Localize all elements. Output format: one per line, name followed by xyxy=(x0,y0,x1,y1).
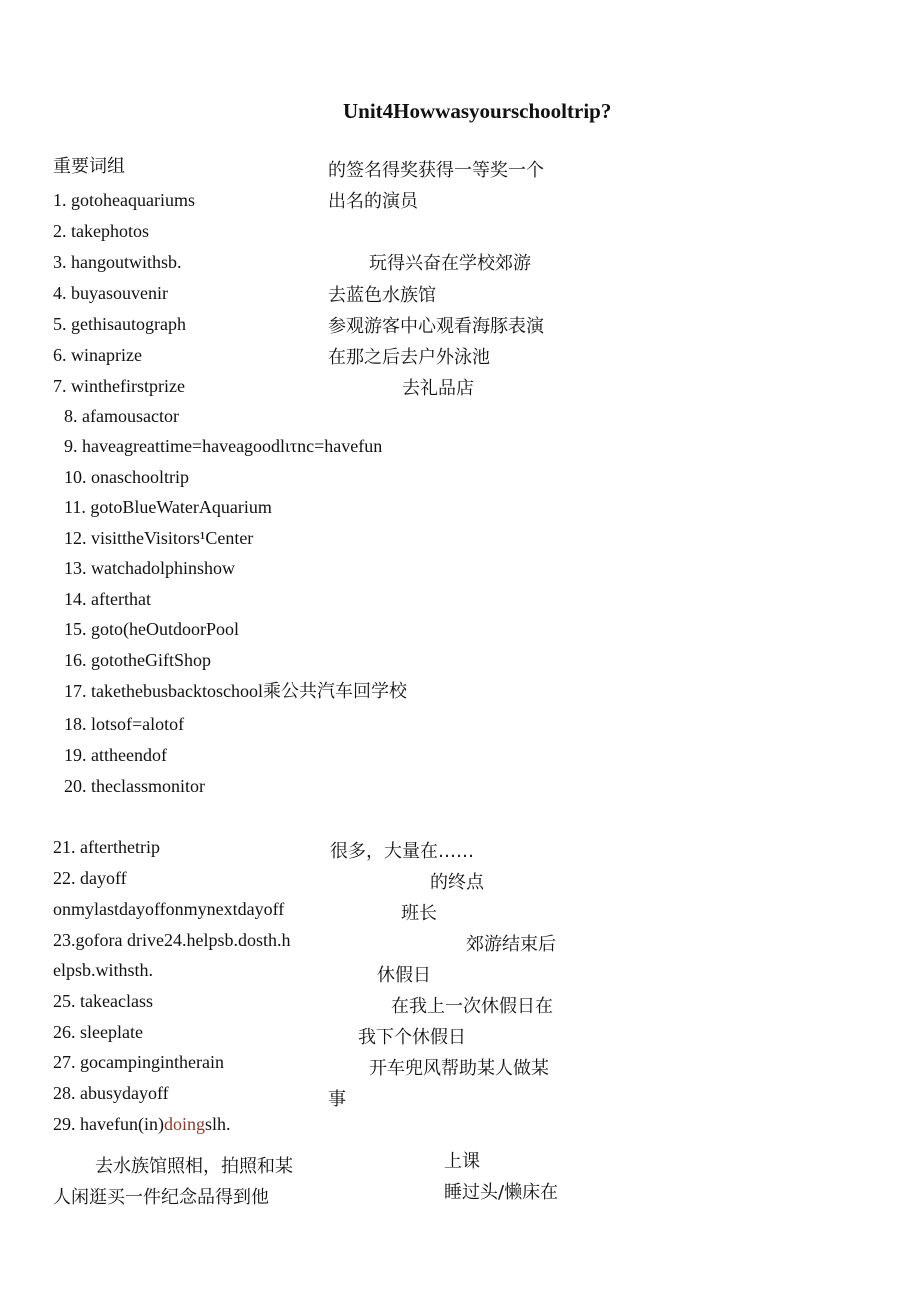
phrase-item: 3. hangoutwithsb. xyxy=(53,252,182,272)
phrase-item: 12. visittheVisitors¹Center xyxy=(64,528,254,548)
bottom-left-line: 去水族馆照相，拍照和某 xyxy=(95,1156,293,1177)
phrase-item: 23.gofora drive24.helpsb.dosth.h xyxy=(53,930,291,950)
phrase-item: 16. gototheGiftShop xyxy=(64,650,211,670)
phrase-item: 8. afamousactor xyxy=(64,406,179,426)
meaning-note: 我下个休假日 xyxy=(358,1027,466,1048)
section-heading: 重要词组 xyxy=(53,156,125,177)
phrase-item: 25. takeaclass xyxy=(53,991,153,1011)
phrase-item: 26. sleeplate xyxy=(53,1022,143,1042)
phrase-29-suffix: slh. xyxy=(204,1114,231,1134)
phrase-item: 6. winaprize xyxy=(53,345,142,365)
phrase-item: 7. winthefirstprize xyxy=(53,376,185,396)
meaning-note: 在那之后去户外泳池 xyxy=(328,347,490,368)
phrase-item: 15. goto(heOutdoorPool xyxy=(64,619,239,639)
bottom-right-line: 睡过头/懒床在 xyxy=(444,1182,559,1203)
phrase-item: 1. gotoheaquariums xyxy=(53,190,195,210)
phrase-item: 19. attheendof xyxy=(64,745,167,765)
phrase-item: 11. gotoBlueWaterAquarium xyxy=(64,497,272,517)
meaning-note: 休假日 xyxy=(377,965,431,986)
meaning-note: 开车兜风帮助某人做某 xyxy=(369,1058,549,1079)
phrase-item: 22. dayoff xyxy=(53,868,127,888)
meaning-note: 的终点 xyxy=(430,872,484,893)
meaning-note: 去礼品店 xyxy=(402,378,474,399)
phrase-item: 14. afterthat xyxy=(64,589,151,609)
meaning-note: 班长 xyxy=(401,903,437,924)
phrase-item: 10. onaschooltrip xyxy=(64,467,189,487)
phrase-item: 4. buyasouvenir xyxy=(53,283,168,303)
phrase-item: 20. theclassmonitor xyxy=(64,776,205,796)
phrase-29-prefix: 29. havefun(in) xyxy=(53,1114,164,1134)
phrase-29-highlight: doing xyxy=(163,1114,205,1134)
phrase-item: 18. lotsof=alotof xyxy=(64,714,185,734)
bottom-right-line: 上课 xyxy=(444,1151,480,1172)
meaning-note: 去蓝色水族馆 xyxy=(328,285,436,306)
phrase-item: 13. watchadolphinshow xyxy=(64,558,235,578)
phrase-item: 9. haveagreattime=haveagoodlιτnc=havefun xyxy=(64,436,383,456)
phrase-item: 17. takethebusbacktoschool乘公共汽车回学校 xyxy=(64,681,407,701)
bottom-left-line: 人闲逛买一件纪念品得到他 xyxy=(53,1187,269,1208)
page-title: Unit4Howwasyourschooltrip? xyxy=(343,99,612,123)
meaning-note: 玩得兴奋在学校郊游 xyxy=(369,253,531,274)
phrase-item: elpsb.withsth. xyxy=(53,960,154,980)
phrase-item: 2. takephotos xyxy=(53,221,149,241)
meaning-note: 在我上一次休假日在 xyxy=(391,996,553,1017)
phrase-item: onmylastdayoffonmynextdayoff xyxy=(53,899,285,919)
phrase-item: 21. afterthetrip xyxy=(53,837,160,857)
phrase-item-29 xyxy=(53,1113,231,1135)
meaning-note: 郊游结束后 xyxy=(466,934,556,955)
phrase-item: 28. abusydayoff xyxy=(53,1083,169,1103)
phrase-item: 27. gocampingintherain xyxy=(53,1052,224,1072)
meaning-note: 参观游客中心观看海豚表演 xyxy=(328,316,544,337)
meaning-note: 很多，大量在…… xyxy=(330,841,474,862)
phrase-item: 5. gethisautograph xyxy=(53,314,186,334)
meaning-note: 出名的演员 xyxy=(328,191,418,212)
meaning-note: 的签名得奖获得一等奖一个 xyxy=(328,160,544,181)
meaning-note: 事 xyxy=(328,1089,346,1110)
